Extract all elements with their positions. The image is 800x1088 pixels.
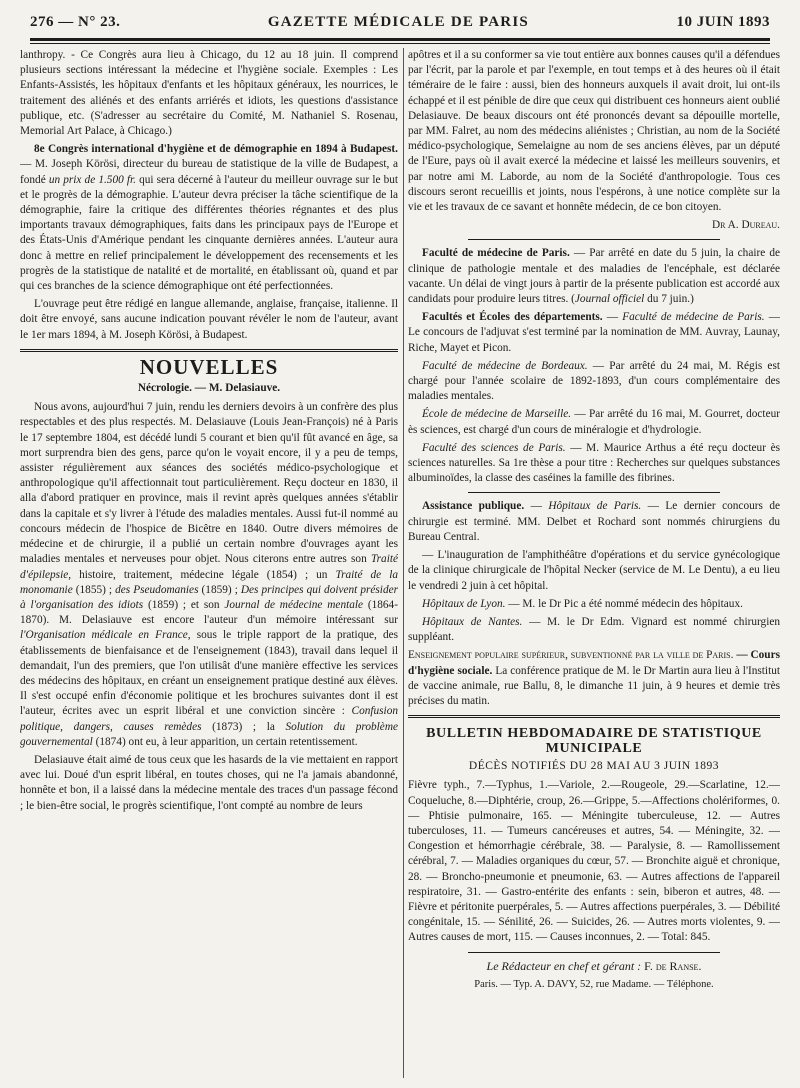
header-rule xyxy=(30,38,770,44)
paragraph-text: (1859) ; xyxy=(198,583,241,596)
lyon-paragraph xyxy=(408,597,780,612)
author-signature: Dr A. Dureau. xyxy=(711,219,780,232)
book-title: Traité de la monomanie xyxy=(20,568,398,596)
paragraph-text: (1873) ; la xyxy=(201,720,286,733)
column-divider xyxy=(403,48,404,1078)
faculties-departments-paragraph xyxy=(408,310,780,356)
book-title: Traité d'épilepsie, xyxy=(20,553,398,581)
item-subheading: Hôpitaux de Nantes. xyxy=(422,615,523,628)
item-subheading: Hôpitaux de Lyon. xyxy=(422,597,506,610)
editor-name: F. de Ranse. xyxy=(644,958,702,973)
source-title: Journal officiel xyxy=(574,293,645,306)
paragraph-text: — M. le Dr Edm. Vignard est nommé chirurgien suppléant. xyxy=(408,615,780,644)
paragraph-text: La conférence pratique de M. le Dr Martin aura lieu à l'Institut de vaccine animale, rue Ballu, 8, le dimanche 11 juin, à 9 heures et demie très précises du matin. xyxy=(408,664,780,707)
prize-amount: un prix de 1.500 fr. xyxy=(48,173,136,186)
rule xyxy=(468,952,720,953)
sciences-paris-paragraph xyxy=(408,441,780,487)
item-subheading: Faculté de médecine de Bordeaux. xyxy=(422,359,588,372)
paragraph-text: — xyxy=(602,311,623,324)
paragraph-text: — Par arrêté du 24 mai, M. Régis est chargé pour l'année scolaire de 1892-1893, d'un cours complémentaire des maladies mentales. xyxy=(408,359,780,403)
necrology-continuation: apôtres et il a su conformer sa vie tout entière aux bonnes causes qu'il a défendues par l'écrit, par la parole et par l'exemple, en tout temps et à des heures où il était téméraire de le faire : aussi, bien des honneurs auxquels il avait droit, lui ont-ils échappé et il est pénible de dire que ceux qui distribuent ces honneurs aient oublié Delasiauve. De beaux discours ont été prononcés devant sa dépouille mortelle, par MM. Falret, au nom des médecins aliénistes ; Christian, au nom de la Société médico-psychologique, Semelaigne au nom de ses anciens élèves, par un député de l'Eure, pays où il avait exercé la médecine et laissé les meilleurs souvenirs, et par notre ami M. Laborde, au nom de la Société d'anthropologie. Tous ces discours seront recueillis et joints, nous l'espérons, à une notice complète sur la vie et les travaux de ce savant et honnête médecin, de ce bon citoyen. xyxy=(408,49,780,214)
nouvelles-heading: NOUVELLES xyxy=(139,354,279,379)
marseille-paragraph xyxy=(408,407,780,437)
submission-paragraph: L'ouvrage peut être rédigé en langue allemande, anglaise, française, italienne. Il doit être envoyé, sans aucune indication pouvant révéler le nom de l'auteur, avant le 1er mars 1894, à M. Joseph Körösi, à Budapest. xyxy=(20,298,398,341)
bulletin-body: Fièvre typh., 7.—Typhus, 1.—Variole, 2.—Rougeole, 29.—Scarlatine, 12.—Coqueluche, 8.—Diphtérie, croup, 26.—Grippe, 5.—Affections cholériformes, 0. — Phtisie pulmonaire, 165. — Méningite tuberculeuse, 12. — Autres tuberculoses, 11. — Tumeurs cancéreuses et autres, 54. — Méningite, 32. — Congestion et hémorrhagie cérébrale, 38. — Paralysie, 8. — Ramollissement cérébral, 7. — Maladies organiques du cœur, 57. — Bronchite aiguë et chronique, 28. — Broncho-pneumonie et pneumonie, 63. — Autres affections de l'appareil respiratoire, 31. — Gastro-entérite des enfants : sein, biberon et autres, 48. — Fièvre et péritonite puerpérales, 5. — Autres affections puerpérales, 3. — Débilité congénitale, 15. — Sénilité, 26. — Suicides, 26. — Autres morts violentes, 9. — Autres causes de mort, 115. — Causes inconnues, 2. — Total: 845. xyxy=(408,779,780,944)
book-title: Confusion politique, dangers, causes remèdes xyxy=(20,705,398,733)
item-heading: Assistance publique. xyxy=(422,500,525,513)
editor-label: Le Rédacteur en chef et gérant : xyxy=(486,958,645,973)
paragraph-text: Nous avons, aujourd'hui 7 juin, rendu les derniers devoirs à un confrère des plus respectables et des plus respectés. M. Delasiauve (Louis Jean-François) né à Paris le 17 septembre 1804, est décédé lundi 5 courant et bien qu'il fût avancé en âge, sa mort surprendra bien des gens, parce qu'on le voyait encore, il y a peu de temps, assister régulièrement aux séances des sociétés médico-psychologique et anthropologique qu'il affectionnait tout particulièrement. Reçu docteur en 1830, il alla d'abord pratiquer en province, mais il revint après quelques années s'établir dans la capitale et s'y livrer à l'étude des maladies mentales. Aussi fut-il nommé au concours médecin de l'hospice de Bicêtre en 1840. Outre divers mémoires de médecine et de chirurgie, il a publié un certain nombre d'ouvrages ayant les maladies mentales et nerveuses pour objet. Nous citerons entre autres son xyxy=(20,401,398,566)
book-title: l'Organisation médicale en France, xyxy=(20,629,191,642)
book-title: Des principes qui doivent présider à l'organisation des idiots xyxy=(20,583,398,611)
book-title: Solution du problème gouvernemental xyxy=(20,720,398,748)
paragraph-text: — M. Maurice Arthus a été reçu docteur ès sciences naturelles. Sa 1re thèse a pour titre : Recherches sur quelques substances albuminoïdes, la classe des caséines la famille des fibrines. xyxy=(408,441,780,485)
bordeaux-paragraph xyxy=(408,359,780,405)
rule xyxy=(468,492,720,493)
item-subheading: Faculté de médecine de Paris. xyxy=(622,311,765,324)
paragraph-text: du 7 juin.) xyxy=(644,293,694,306)
running-header xyxy=(30,14,770,36)
bulletin-title: BULLETIN HEBDOMADAIRE DE STATISTIQUE MUNICIPALE xyxy=(426,726,762,757)
editor-line xyxy=(408,959,780,974)
item-heading: Enseignement populaire supérieur, subventionné par la ville de Paris. xyxy=(408,649,734,662)
nantes-paragraph xyxy=(408,615,780,645)
item-subheading: — Cours d'hygiène sociale. xyxy=(408,649,780,677)
necrology-paragraph-2: Delasiauve était aimé de tous ceux que les hasards de la vie mettaient en rapport avec lui. Doué d'un esprit libéral, en toutes choses, qui ne l'a jamais abandonné, honnête et bon, il a laissé dans la médecine mentale des traces d'un passage fécond ; le bien-être social, le progrès scientifique, l'ont compté au nombre de leurs xyxy=(20,753,398,812)
paragraph-text: qui sera décerné à l'auteur du meilleur ouvrage sur le but et le progrès de la démographie. L'auteur devra préciser la tâche scientifique de la démographie, faire la critique des différentes théories régnantes et des plus importants travaux démographiques, faits dans les principaux pays de l'Europe et des États-Unis d'Amérique pendant les cinquante dernières années. L'auteur aura donc à mettre en relief principalement le développement des recensements et les progrès de la statistique de natalité et de mortalité, en établissant où, quand et par qui ces branches de la science démographique ont été perfectionnées. xyxy=(20,173,398,293)
paragraph-text: — Par arrêté du 16 mai, M. Gourret, docteur ès sciences, est chargé d'un cours de minéralogie et d'hydrologie. xyxy=(408,408,780,436)
right-column xyxy=(408,48,780,1078)
paragraph-text: — M. le Dr Pic a été nommé médecin des hôpitaux. xyxy=(505,597,743,610)
item-heading: Faculté de médecine de Paris. xyxy=(422,247,570,260)
paragraph-text: — M. Joseph Körösi, directeur du bureau de statistique de la ville de Budapest, a fondé xyxy=(20,158,398,186)
necrology-subheading: Nécrologie. — M. Delasiauve. xyxy=(137,382,281,395)
issue-date: 10 JUIN 1893 xyxy=(676,14,770,30)
paragraph-text: — Par arrêté en date du 5 juin, la chaire de clinique de pathologie mentale et des maladies de l'encéphale, est déclarée vacante. Un délai de vingt jours à partir de la présente publication est accordé aux candidats pour produire leurs titres. ( xyxy=(408,247,780,306)
faculty-paris-paragraph xyxy=(408,246,780,307)
paragraph-text: sous le triple rapport de la pratique, des établissements de bienfaisance et de l'enseignement (1843), travail dans lequel il demandait, l'un des premiers, que l'on utilisât d'une manière effective les services des médecins des hôpitaux, en créant un enseignement pratique destiné aux élèves. Il s'est occupé enfin d'économie politique et les brochures suivantes dont il est l'auteur, écrites avec un esprit libéral et une conviction sincère : xyxy=(20,629,398,718)
item-subheading: École de médecine de Marseille. xyxy=(422,408,572,421)
congress-budapest-title: 8e Congrès international d'hygiène et de démographie en 1894 à Budapest. xyxy=(34,143,398,156)
necker-paragraph: — L'inauguration de l'amphithéâtre d'opérations et du service gynécologique de la clinique chirurgicale de l'hôpital Necker (service de M. Le Dentu), a eu lieu le vendredi 2 juin à cet hôpital. xyxy=(408,549,780,592)
paragraph-text: histoire, traitement, médecine légale (1854) ; un xyxy=(71,568,336,581)
item-heading: Facultés et Écoles des départements. xyxy=(422,311,603,324)
congress-budapest-paragraph xyxy=(20,142,398,294)
section-separator xyxy=(20,349,398,352)
paragraph-text: — xyxy=(524,500,549,513)
left-column xyxy=(20,48,398,1078)
assistance-paragraph xyxy=(408,499,780,545)
bulletin-subtitle: DÉCÈS NOTIFIÉS DU 28 MAI AU 3 JUIN 1893 xyxy=(468,760,720,773)
rule xyxy=(468,239,720,240)
item-subheading: Hôpitaux de Paris. xyxy=(548,500,642,513)
paragraph-text: — Le dernier concours de chirurgie est terminé. MM. Delbet et Rochard sont nommés chirurgiens du Bureau Central. xyxy=(408,500,780,543)
paragraph-text: (1864-1870). M. Delasiauve est encore l'auteur d'un mémoire intéressant sur xyxy=(20,598,398,627)
section-separator xyxy=(408,715,780,718)
enseignement-paragraph xyxy=(408,648,780,709)
page-number: 276 — N° 23. xyxy=(30,14,121,30)
imprint-line: Paris. — Typ. A. DAVY, 52, rue Madame. — Téléphone. xyxy=(474,978,714,990)
paragraph-text: (1874) ont eu, à leur apparition, un certain retentissement. xyxy=(92,735,358,748)
necrology-paragraph xyxy=(20,400,398,750)
paragraph-text: (1855) ; xyxy=(72,583,116,596)
journal-title: GAZETTE MÉDICALE DE PARIS xyxy=(267,14,529,30)
item-subheading: Faculté des sciences de Paris. xyxy=(422,441,566,454)
paragraph-text: (1859) ; et son xyxy=(143,598,225,611)
book-title: Journal de médecine mentale xyxy=(224,598,364,611)
book-title: des Pseudomanies xyxy=(115,583,199,596)
paragraph-text: — Le concours de l'adjuvat s'est terminé par la nomination de MM. Auvray, Launay, Riche, Mayet et Picon. xyxy=(408,311,780,354)
congress-chicago-paragraph: lanthropy. - Ce Congrès aura lieu à Chicago, du 12 au 18 juin. Il comprend plusieurs sections intéressant la médecine et l'hygiène sociale. Exemples : Les Enfants-Assistés, les hôpitaux d'enfants et les hôpitaux généraux, les nourrices, le traitement des aliénés et des enfants arriérés et idiots, les questions d'assistance publique, etc. (S'adresser au secrétaire du Comité, M. Nathaniel S. Rosenau, Memorial Art Palace, à Chicago.) xyxy=(20,49,398,138)
